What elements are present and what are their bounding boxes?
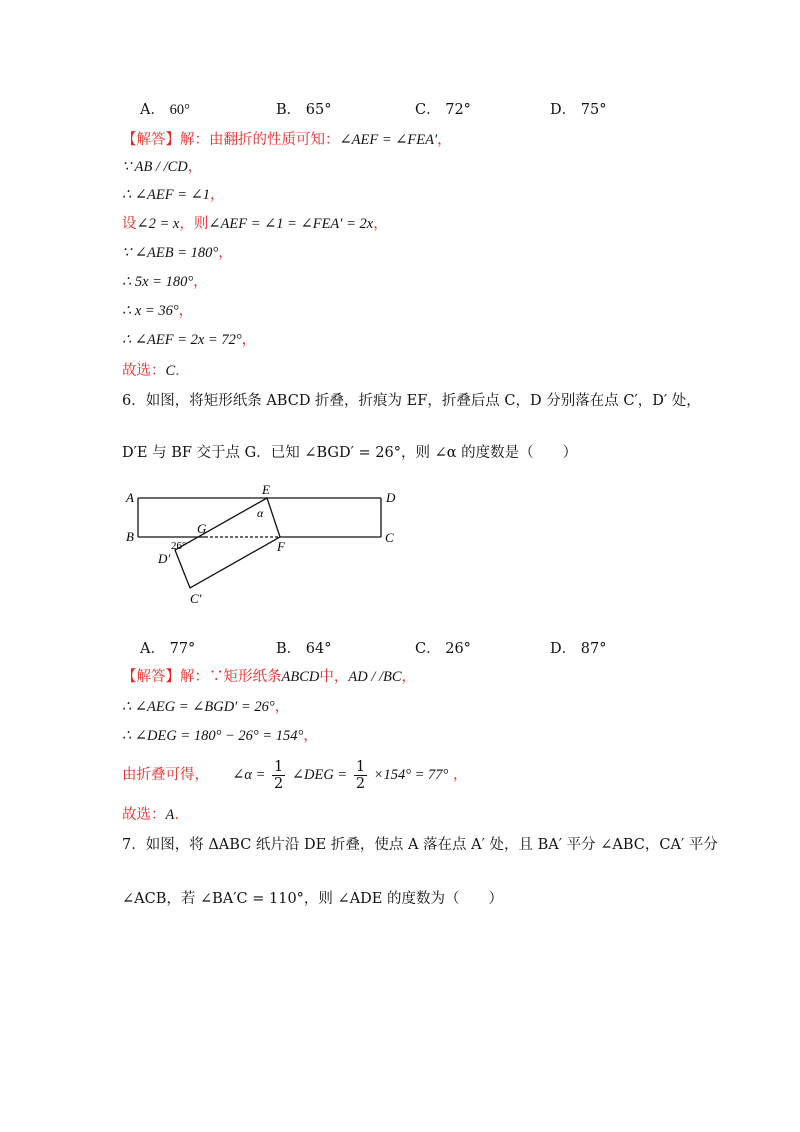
math-expr: ∴ 5x = 180° xyxy=(122,274,194,290)
math-expr: ∠AEF = ∠1 = ∠FEA′ = 2x xyxy=(208,216,374,232)
punct: ， xyxy=(303,728,318,744)
answer-prefix: 故选： xyxy=(122,807,166,823)
q5-solution-line1 xyxy=(122,157,202,177)
q5-solution-line7 xyxy=(122,330,256,350)
q6-answer xyxy=(122,805,189,825)
punct: ． xyxy=(175,363,190,379)
frac-num: 1 xyxy=(274,758,284,775)
label-b: B xyxy=(126,529,134,544)
choice-value: 72° xyxy=(445,102,471,118)
q6-choice-d xyxy=(550,637,606,658)
punct: ， xyxy=(274,699,290,715)
fraction-half-2 xyxy=(354,759,367,792)
label-a: A xyxy=(126,490,134,505)
text: ，则 xyxy=(179,216,209,232)
q7-question-line2: ∠ACB，若 ∠BA′C = 110°，则 ∠ADE 的度数为（ ） xyxy=(122,891,503,907)
choice-letter: A． xyxy=(140,641,165,657)
q5-choice-d xyxy=(550,98,606,119)
choice-value: 26° xyxy=(445,641,471,657)
math-expr: ABCD xyxy=(281,669,320,685)
solution-intro: 解：由翻折的性质可知： xyxy=(180,132,340,148)
punct: ， xyxy=(187,159,203,175)
q6-question-line2: D′E 与 BF 交于点 G．已知 ∠BGD′ = 26°，则 ∠α 的度数是（ ） xyxy=(122,445,578,461)
label-c: C xyxy=(385,530,394,545)
label-g: G xyxy=(197,521,207,536)
q5-solution-line4 xyxy=(122,243,233,263)
math-expr: ×154° = 77° xyxy=(373,767,449,783)
answer-prefix: 故选： xyxy=(122,363,166,379)
choice-value: 65° xyxy=(305,102,332,118)
solution-tag: 【解答】 xyxy=(122,669,180,685)
q5-choice-a xyxy=(140,98,190,119)
q6-choice-b xyxy=(276,637,331,658)
frac-num: 1 xyxy=(355,758,366,775)
math-expr: ∠AEF = ∠FEA′ xyxy=(339,132,438,148)
q6-question-line1: 6．如图，将矩形纸条 ABCD 折叠，折痕为 EF，折叠后点 C，D 分别落在点 C′，D′ 处， xyxy=(122,393,701,409)
choice-letter: B． xyxy=(276,641,302,657)
choice-value: 60° xyxy=(169,102,190,118)
punct: ， xyxy=(373,216,388,232)
frac-den: 2 xyxy=(355,775,366,792)
answer-letter: C xyxy=(165,363,176,379)
math-expr: ∴ ∠DEG = 180° − 26° = 154° xyxy=(122,728,304,744)
text: 由折叠可得， xyxy=(122,767,209,783)
text: 设 xyxy=(122,216,137,232)
punct: ， xyxy=(178,303,194,319)
solution-tag: 【解答】 xyxy=(122,132,180,148)
label-angle-26: 26° xyxy=(171,540,187,552)
q5-choice-b xyxy=(276,98,331,119)
text: 中， xyxy=(319,669,349,685)
punct: ， xyxy=(452,767,468,783)
punct: ， xyxy=(401,669,417,685)
q6-choice-a xyxy=(140,637,195,658)
math-expr: ∵ AB / /CD xyxy=(122,159,188,175)
folded-flap xyxy=(175,498,280,588)
q5-solution-line2 xyxy=(122,185,225,205)
choice-value: 75° xyxy=(580,102,607,118)
choice-value: 87° xyxy=(580,641,607,657)
fraction-half-1 xyxy=(272,759,285,792)
label-d: D xyxy=(386,490,396,505)
math-expr: ∵ ∠AEB = 180° xyxy=(122,245,219,261)
punct: ， xyxy=(210,187,225,203)
punct: ． xyxy=(174,807,189,823)
q5-solution-line6 xyxy=(122,301,193,321)
q5-solution-line5 xyxy=(122,272,208,292)
choice-letter: A． xyxy=(140,102,165,118)
math-expr: ∠DEG = xyxy=(291,767,348,783)
math-expr: ∴ ∠AEF = 2x = 72° xyxy=(122,332,242,348)
choice-letter: B． xyxy=(276,102,302,118)
choice-letter: C． xyxy=(415,102,441,118)
label-f: F xyxy=(277,539,285,554)
choice-letter: D． xyxy=(550,641,577,657)
choice-letter: C． xyxy=(415,641,441,657)
math-expr: ∴ ∠AEG = ∠BGD′ = 26° xyxy=(122,699,275,715)
q6-choice-c xyxy=(415,637,471,658)
q7-question-line1: 7．如图，将 ΔABC 纸片沿 DE 折叠，使点 A 落在点 A′ 处，且 BA′ 平分 ∠ABC，CA′ 平分 xyxy=(122,837,718,853)
punct: ， xyxy=(437,132,452,148)
q6-solution-line1 xyxy=(122,697,289,717)
math-expr: ∴ x = 36° xyxy=(122,303,179,319)
choice-value: 77° xyxy=(169,641,196,657)
math-expr: ∴ ∠AEF = ∠1 xyxy=(122,187,211,203)
frac-den: 2 xyxy=(274,775,284,792)
math-expr: ∠2 = x xyxy=(136,216,180,232)
q5-answer xyxy=(122,361,190,381)
q5-solution-line3 xyxy=(122,214,388,234)
punct: ， xyxy=(241,332,257,348)
choice-value: 64° xyxy=(305,641,332,657)
q5-choice-c xyxy=(415,98,471,119)
choice-letter: D． xyxy=(550,102,577,118)
label-d-prime: D′ xyxy=(158,551,171,566)
label-c-prime: C′ xyxy=(190,591,202,603)
q6-solution-line3 xyxy=(122,757,467,793)
q6-solution-line2 xyxy=(122,726,318,746)
q5-solution-line0 xyxy=(122,130,452,150)
q6-figure xyxy=(122,483,402,603)
punct: ， xyxy=(193,274,208,290)
label-e: E xyxy=(262,483,270,497)
solution-intro: 解：∵矩形纸条 xyxy=(180,669,282,685)
math-expr: AD / /BC xyxy=(348,669,402,685)
answer-letter: A xyxy=(165,807,175,823)
q6-solution-line0 xyxy=(122,667,416,687)
punct: ， xyxy=(218,245,233,261)
label-alpha: α xyxy=(257,506,264,520)
math-expr: ∠α = xyxy=(232,767,266,783)
